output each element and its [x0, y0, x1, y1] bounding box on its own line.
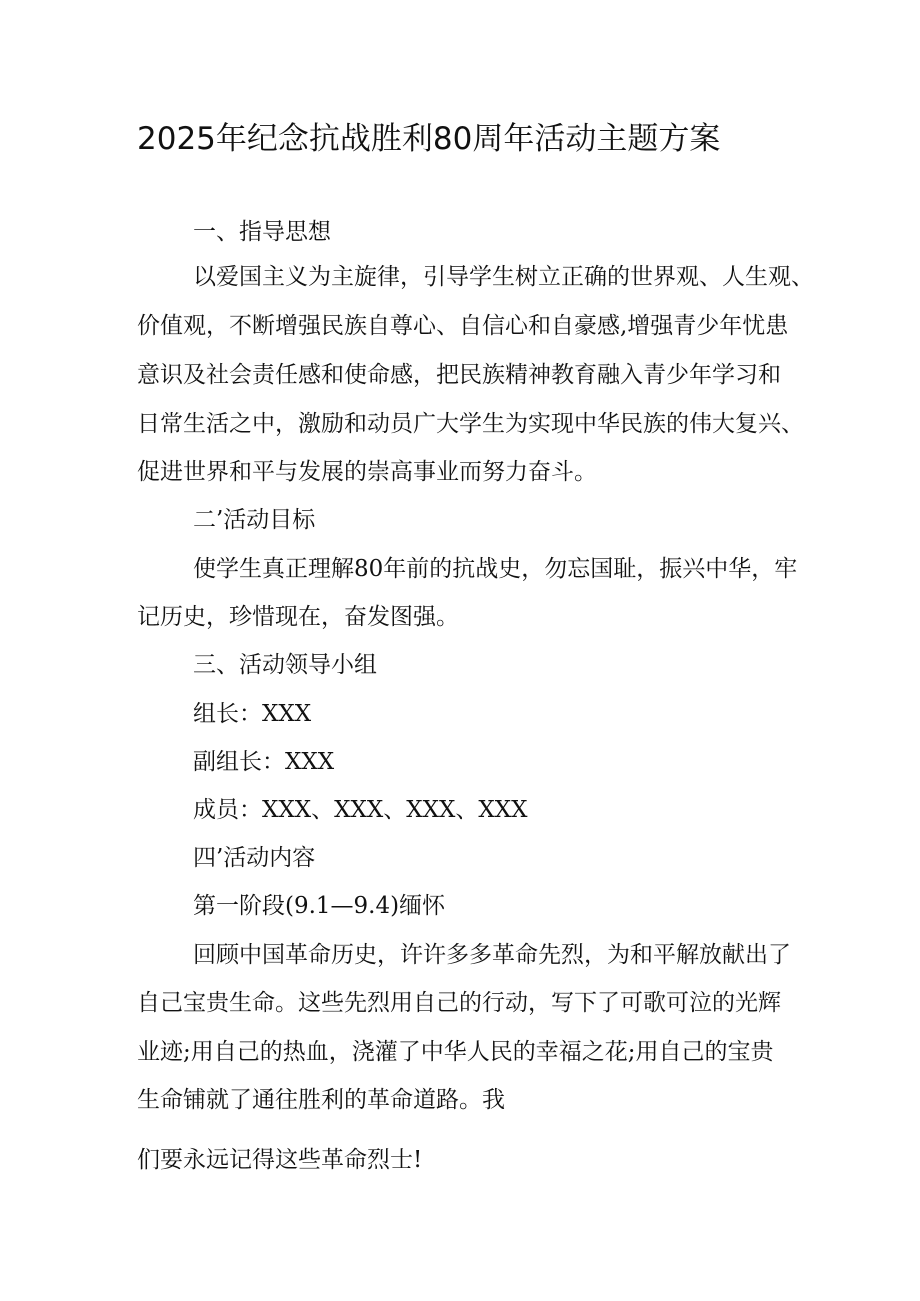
paragraph-line: 自己宝贵生命。这些先烈用自己的行动，写下了可歌可泣的光辉 — [137, 990, 781, 1016]
document-title: 2025年纪念抗战胜利80周年活动主题方案 — [137, 121, 721, 157]
stage-one-heading: 第一阶段(9.1—9.4)缅怀 — [193, 893, 446, 919]
paragraph-line: 生命铺就了通往胜利的革命道路。我 — [137, 1087, 505, 1113]
paragraph-line: 记历史，珍惜现在，奋发图强。 — [137, 604, 459, 630]
section-heading-activity-content: 四’活动内容 — [193, 845, 316, 871]
section-heading-guiding-thought: 一、指导思想 — [193, 219, 331, 245]
paragraph-line: 业迹;用自己的热血，浇灌了中华人民的幸福之花;用自己的宝贵 — [137, 1039, 774, 1065]
paragraph-line: 日常生活之中，激励和动员广大学生为实现中华民族的伟大复兴、 — [137, 411, 804, 437]
group-leader: 组长：XXX — [193, 701, 312, 727]
paragraph-line: 以爱国主义为主旋律，引导学生树立正确的世界观、人生观、 — [193, 264, 814, 290]
paragraph-line: 促进世界和平与发展的崇高事业而努力奋斗。 — [137, 459, 597, 485]
paragraph-line: 使学生真正理解80年前的抗战史，勿忘国耻，振兴中华，牢 — [193, 556, 798, 582]
paragraph-line: 回顾中国革命历史，许许多多革命先烈，为和平解放献出了 — [193, 942, 791, 968]
deputy-group-leader: 副组长：XXX — [193, 749, 335, 775]
paragraph-line: 意识及社会责任感和使命感，把民族精神教育融入青少年学习和 — [137, 362, 781, 388]
paragraph-line: 价值观，不断增强民族自尊心、自信心和自豪感,增强青少年忧患 — [137, 313, 789, 339]
group-members: 成员：XXX、XXX、XXX、XXX — [193, 797, 528, 823]
paragraph-line: 们要永远记得这些革命烈士! — [137, 1147, 423, 1173]
section-heading-leadership-group: 三、活动领导小组 — [193, 652, 377, 678]
section-heading-activity-goals: 二’活动目标 — [193, 507, 316, 533]
